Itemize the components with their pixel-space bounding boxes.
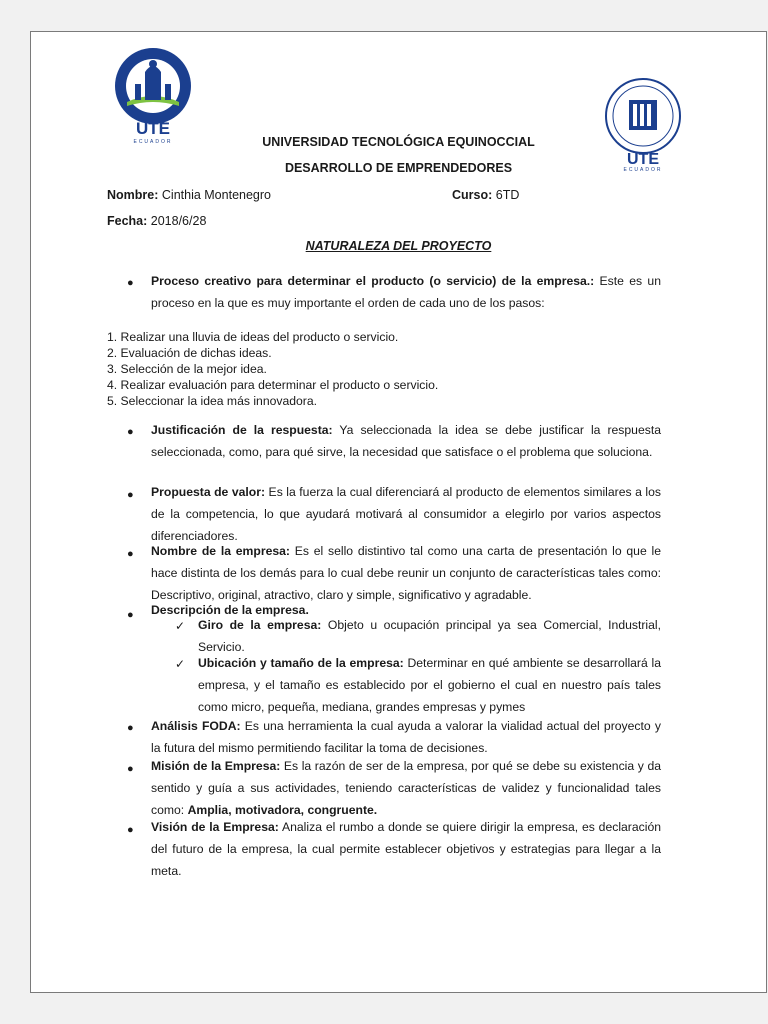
ubicacion-paragraph — [198, 652, 661, 718]
date-label: Fecha: — [107, 214, 148, 228]
list-item: 3. Selección de la mejor idea. — [107, 362, 267, 376]
justificacion-text: Ya seleccionada la idea se debe justificar la respuesta seleccionada, como, para qué sirve, la necesidad que satisface o el problema que soluciona. — [151, 423, 661, 459]
subject-title: DESARROLLO DE EMPRENDEDORES — [284, 161, 513, 175]
bullet-icon: ● — [127, 277, 134, 289]
justificacion-paragraph — [151, 419, 661, 463]
giro-title: Giro de la empresa: — [198, 618, 322, 632]
checkmark-icon: ✓ — [175, 619, 186, 633]
vision-paragraph — [151, 816, 661, 882]
mision-paragraph — [151, 755, 661, 821]
ute-university-seal-logo — [105, 46, 201, 144]
propuesta-paragraph — [151, 481, 661, 547]
nombre-text: Es el sello distintivo tal como una carta de presentación lo que le hace distinta de los demás para lo cual debe reunir un conjunto de características tales como: Descriptivo, original, atractivo, claro y simple, significativo y agradable. — [151, 544, 661, 602]
proceso-title: Proceso creativo para determinar el producto (o servicio) de la empresa.: — [151, 274, 595, 288]
course-label: Curso: — [452, 188, 493, 202]
list-item: 4. Realizar evaluación para determinar el producto o servicio. — [107, 378, 439, 392]
list-item: 5. Seleccionar la idea más innovadora. — [107, 394, 318, 408]
list-item: 2. Evaluación de dichas ideas. — [107, 346, 272, 360]
foda-text: Es una herramienta la cual ayuda a valorar la vialidad actual del proyecto y la futura del mismo permitiendo facilitar la toma de decisiones. — [151, 719, 661, 755]
bullet-icon: ● — [127, 824, 134, 836]
list-item: 1. Realizar una lluvia de ideas del producto o servicio. — [107, 330, 399, 344]
course — [452, 188, 519, 202]
vision-text: Analiza el rumbo a donde se quiere dirigir la empresa, es declaración del futuro de la empresa, la cual permite establecer objetivos y estrategias para llegar a la meta. — [151, 820, 661, 878]
section-title: NATURALEZA DEL PROYECTO — [305, 239, 492, 253]
descripcion-title: Descripción de la empresa. — [151, 603, 309, 617]
nombre-title: Nombre de la empresa: — [151, 544, 290, 558]
student-name — [107, 188, 271, 202]
bullet-icon: ● — [127, 426, 134, 438]
svg-text:ECUADOR: ECUADOR — [623, 167, 663, 172]
date-value: 2018/6/28 — [150, 214, 207, 228]
proceso-paragraph — [151, 270, 661, 314]
propuesta-text: Es la fuerza la cual diferenciará al producto de elementos similares a los de la competencia, lo que ayudará motivará al consumidor a elegirlo por varios aspectos diferenciadores. — [151, 485, 661, 543]
checkmark-icon: ✓ — [175, 657, 186, 671]
name-label: Nombre: — [107, 188, 159, 202]
ubicacion-text: Determinar en qué ambiente se desarrollará la empresa, y el tamaño es establecido por el gobierno el cual en nuestro país tales como micro, pequeña, mediana, grandes empresas y pymes — [198, 656, 662, 714]
bullet-icon: ● — [127, 489, 134, 501]
document-page — [30, 31, 767, 993]
vision-title: Visión de la Empresa: — [151, 820, 279, 834]
svg-text:UTE: UTE — [136, 119, 170, 138]
mision-text: Es la razón de ser de la empresa, por qué se debe su existencia y da sentido y guía a sus actividades, teniendo características de validez y funcionalidad tales como: — [151, 759, 661, 817]
foda-paragraph — [151, 715, 661, 759]
bullet-icon: ● — [127, 722, 134, 734]
date — [107, 214, 206, 228]
bullet-icon: ● — [127, 763, 134, 775]
course-value: 6TD — [495, 188, 520, 202]
mision-emphasis: Amplia, motivadora, congruente. — [187, 803, 378, 817]
mision-title: Misión de la Empresa: — [151, 759, 281, 773]
bullet-icon: ● — [127, 609, 134, 621]
university-title: UNIVERSIDAD TECNOLÓGICA EQUINOCCIAL — [262, 135, 535, 149]
ubicacion-title: Ubicación y tamaño de la empresa: — [198, 656, 404, 670]
ute-faculty-seal-logo — [596, 76, 690, 172]
nombre-paragraph — [151, 540, 661, 606]
svg-text:UTE: UTE — [627, 151, 659, 168]
steps-list — [107, 329, 438, 409]
svg-text:ECUADOR: ECUADOR — [133, 139, 173, 144]
propuesta-title: Propuesta de valor: — [151, 485, 266, 499]
proceso-text: Este es un proceso en la que es muy importante el orden de cada uno de los pasos: — [151, 274, 661, 310]
justificacion-title: Justificación de la respuesta: — [151, 423, 333, 437]
name-value: Cinthia Montenegro — [161, 188, 271, 202]
bullet-icon: ● — [127, 548, 134, 560]
foda-title: Análisis FODA: — [151, 719, 241, 733]
giro-text: Objeto u ocupación principal ya sea Comercial, Industrial, Servicio. — [198, 618, 662, 654]
